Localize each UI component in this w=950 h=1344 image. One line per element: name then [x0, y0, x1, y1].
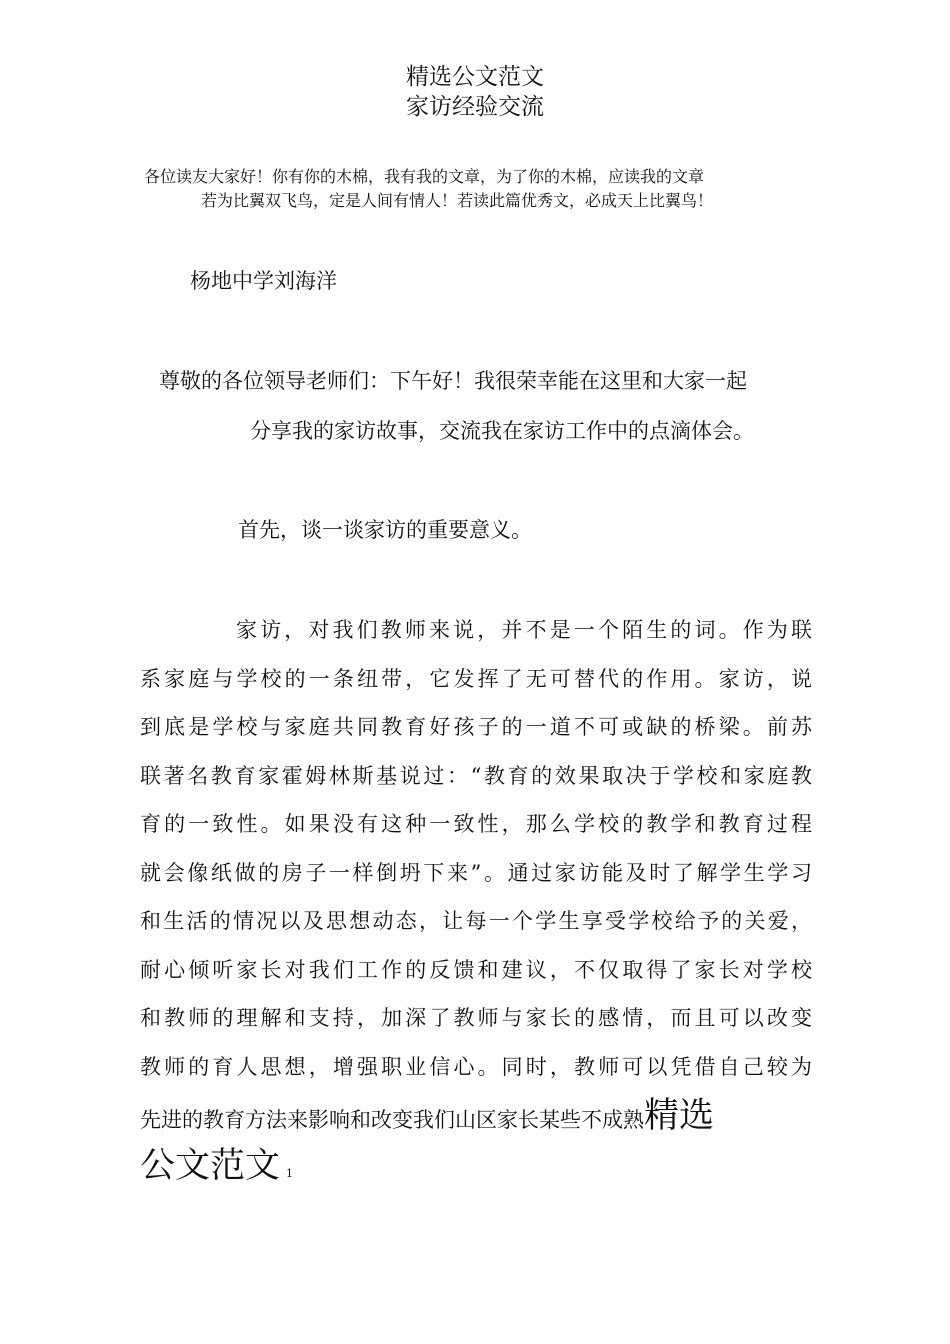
footer-watermark-text: 公文范文: [140, 1146, 281, 1186]
paragraph-line: 和教师的理解和支持，加深了教师与家长的感情，而且可以改变: [140, 1006, 812, 1030]
section-title: 首先，谈一谈家访的重要意义。: [238, 518, 532, 542]
paragraph-line: 耐心倾听家长对我们工作的反馈和建议，不仅取得了家长对学校: [140, 957, 812, 982]
intro-line-2: 若为比翼双飞鸟，定是人间有情人！若读此篇优秀文，必成天上比翼鸟！: [201, 191, 714, 210]
paragraph-line: 到底是学校与家庭共同教育好孩子的一道不可或缺的桥梁。前苏: [140, 715, 812, 739]
paragraph-line: 育的一致性。如果没有这种一致性，那么学校的教学和教育过程: [140, 812, 812, 836]
page-number: 1: [286, 1167, 294, 1180]
header-title: 精选公文范文: [406, 64, 544, 90]
paragraph-line: 先进的教育方法来影响和改变我们山区家长某些不成熟: [140, 1108, 644, 1132]
paragraph-line: 系家庭与学校的一条纽带，它发挥了无可替代的作用。家访，说: [140, 666, 812, 691]
greeting-line-2: 分享我的家访故事，交流我在家访工作中的点滴体会。: [250, 419, 754, 443]
paragraph-line: 联著名教育家霍姆林斯基说过：“教育的效果取决于学校和家庭教: [140, 763, 812, 788]
greeting-line-1: 尊敬的各位领导老师们：下午好！我很荣幸能在这里和大家一起: [159, 369, 747, 393]
paragraph-line: 家访，对我们教师来说，并不是一个陌生的词。作为联: [236, 618, 812, 642]
document-title: 家访经验交流: [406, 94, 544, 120]
body-paragraph: [140, 615, 812, 1100]
paragraph-line: 就会像纸做的房子一样倒坍下来”。通过家访能及时了解学生学习: [140, 860, 812, 885]
paragraph-line: 教师的育人思想，增强职业信心。同时，教师可以凭借自己较为: [140, 1054, 812, 1079]
footer-watermark-start: 精选: [644, 1096, 715, 1136]
author-line: 杨地中学刘海洋: [190, 269, 337, 293]
footer-watermark: [140, 1146, 293, 1186]
paragraph-line: 和生活的情况以及思想动态，让每一个学生享受学校给予的关爱，: [140, 909, 812, 933]
paragraph-last-line: [140, 1096, 812, 1136]
intro-line-1: 各位读友大家好！你有你的木棉，我有我的文章，为了你的木棉，应读我的文章: [144, 167, 705, 186]
